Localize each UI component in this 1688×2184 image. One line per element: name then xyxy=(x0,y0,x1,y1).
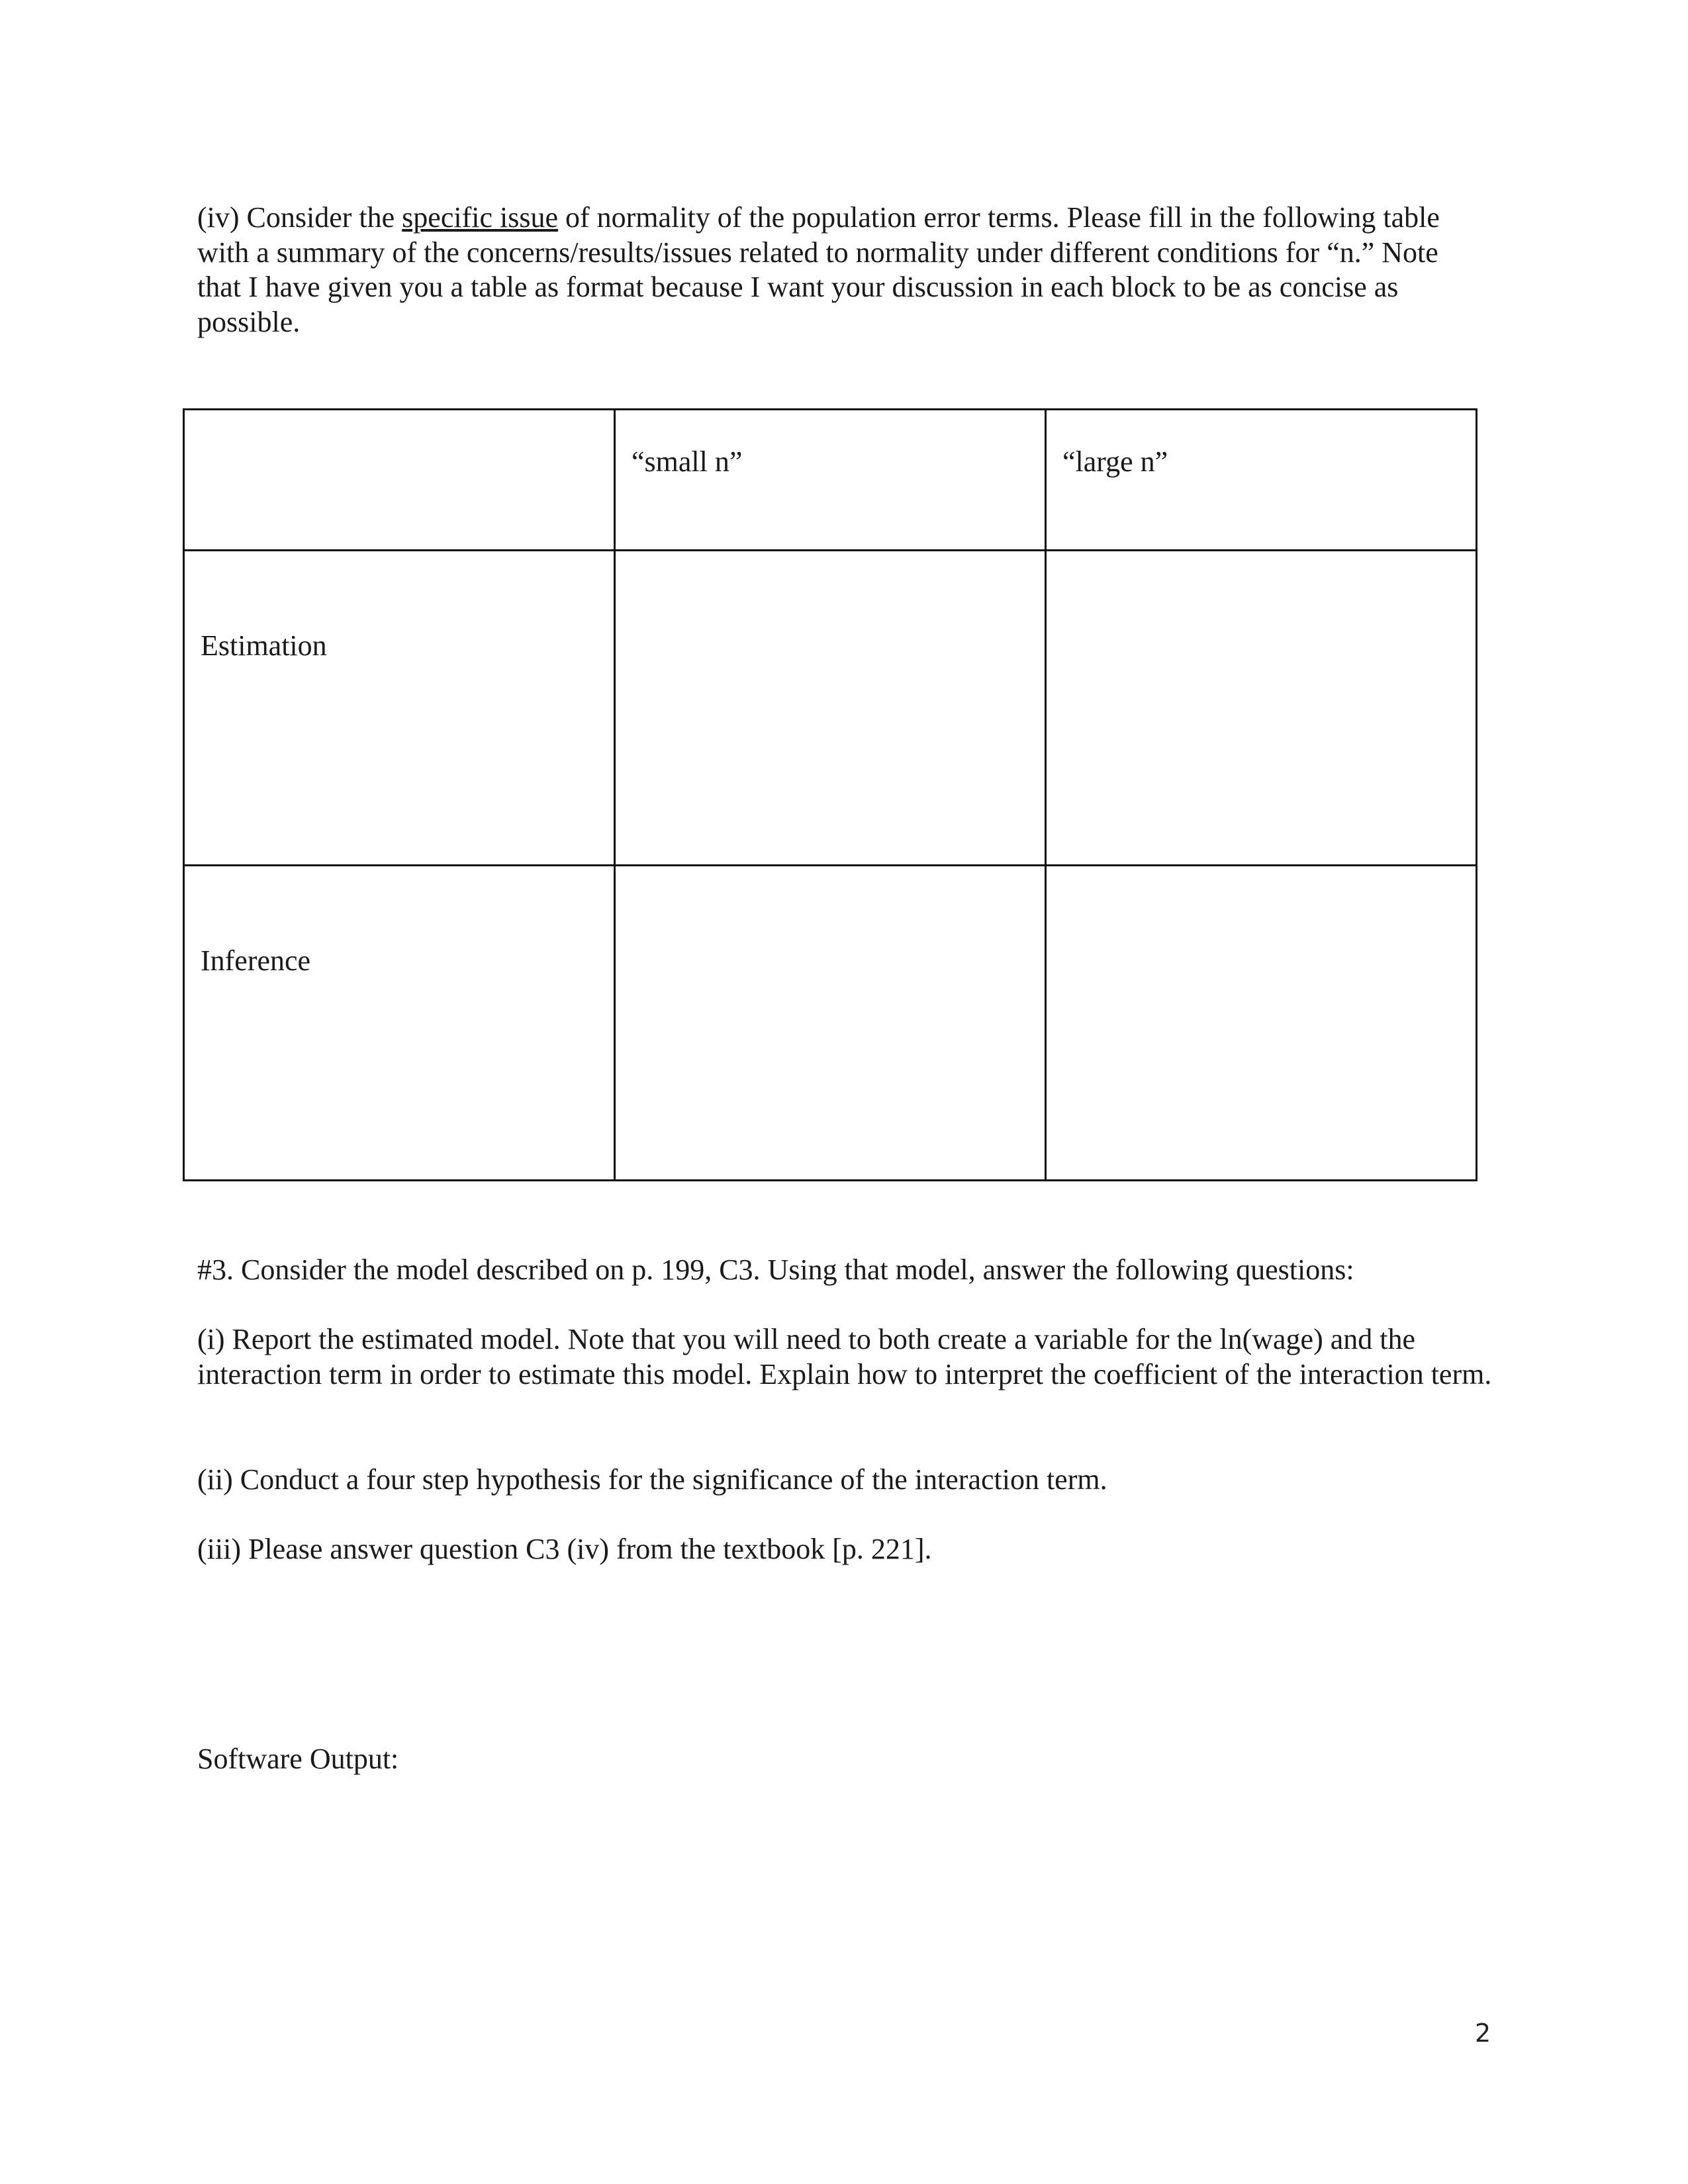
header-cell-large-n xyxy=(1046,410,1477,551)
row-label-inference: Inference xyxy=(184,866,615,1181)
table-row-inference xyxy=(184,866,1477,1181)
part-iv-prefix: (iv) Consider the xyxy=(197,201,402,234)
part-iv-suffix: of normality of the population error terms. Please fill in the following table with a summary of the concerns/results/issues related to normality under different conditions for “n.” Note that I have given you a table as format because I want your discussion in each block to be as concise as possible. xyxy=(197,201,1440,338)
cell-estimation-large-n[interactable] xyxy=(1046,551,1477,866)
table-row-estimation xyxy=(184,551,1477,866)
question-3-part-ii: (ii) Conduct a four step hypothesis for the significance of the interaction term. xyxy=(197,1463,1107,1496)
header-cell-small-n xyxy=(615,410,1046,551)
question-3-part-iii: (iii) Please answer question C3 (iv) from the textbook [p. 221]. xyxy=(197,1533,932,1565)
software-output-label: Software Output: xyxy=(197,1743,399,1775)
header-small-n-label: “small n” xyxy=(632,445,743,478)
header-large-n-label: “large n” xyxy=(1062,445,1168,478)
cell-inference-small-n[interactable] xyxy=(615,866,1046,1181)
cell-estimation-small-n[interactable] xyxy=(615,551,1046,866)
question-3-part-i: (i) Report the estimated model. Note that you will need to both create a variable for the ln(wage) and the interaction term in order to estimate this model. Explain how to interpret the coefficient of the interaction term. xyxy=(197,1323,1492,1390)
normality-summary-table xyxy=(183,408,1477,1181)
header-cell-blank xyxy=(184,410,615,551)
part-iv-paragraph xyxy=(197,201,1455,340)
table-header-row xyxy=(184,410,1477,551)
question-3-intro: #3. Consider the model described on p. 199, C3. Using that model, answer the following questions: xyxy=(197,1253,1354,1286)
part-iv-underlined-phrase: specific issue xyxy=(402,201,558,234)
row-label-estimation: Estimation xyxy=(184,551,615,866)
cell-inference-large-n[interactable] xyxy=(1046,866,1477,1181)
page-number: 2 xyxy=(1475,2019,1491,2048)
